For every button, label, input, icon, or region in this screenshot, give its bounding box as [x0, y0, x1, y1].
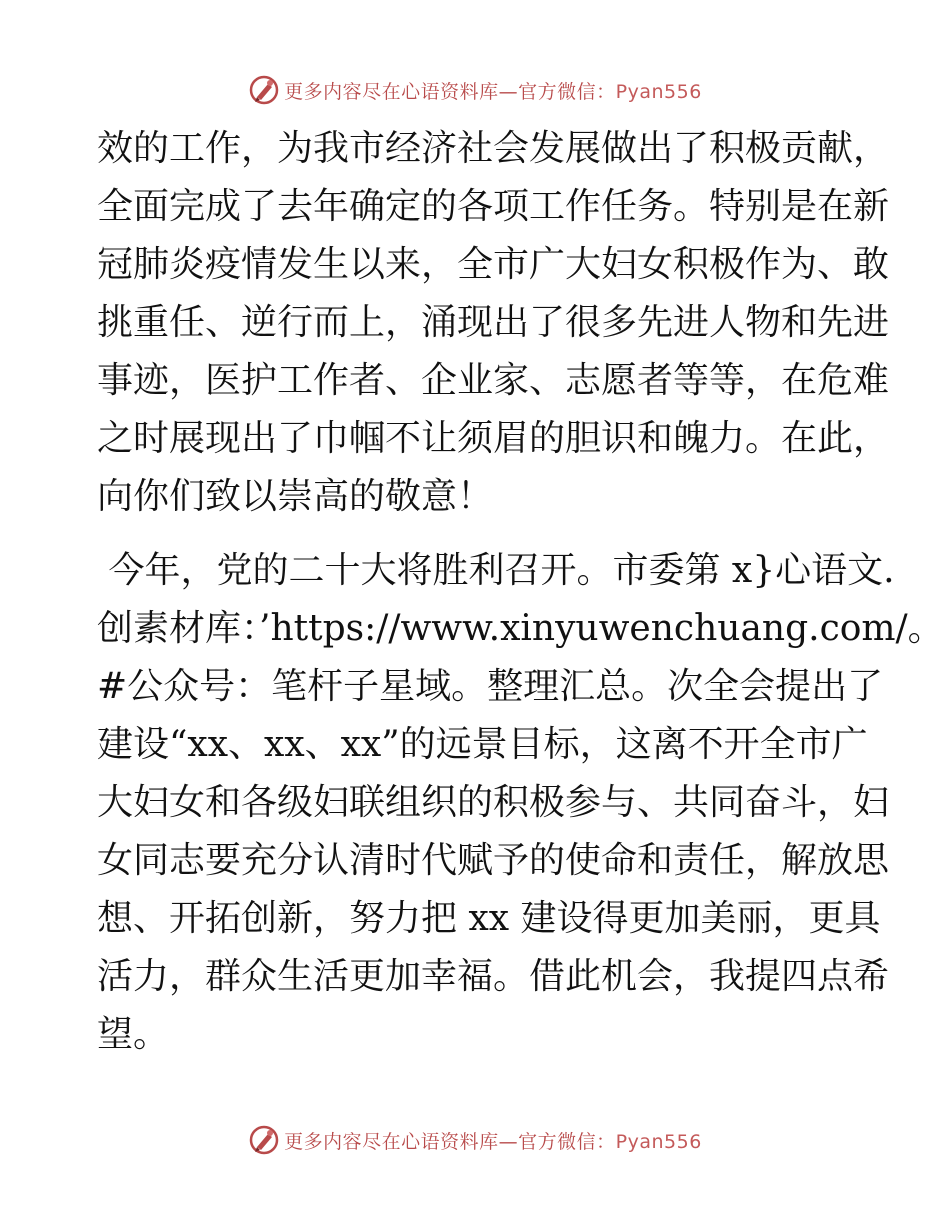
paragraph-1	[97, 120, 890, 526]
header-banner-text	[284, 77, 702, 104]
text-line: 想、开拓创新，努力把 xx 建设得更加美丽，更具	[97, 898, 881, 939]
text-line: 今年，党的二十大将胜利召开。市委第 x}心语文.	[97, 550, 895, 591]
text-line: 建设“xx、xx、xx”的远景目标，这离不开全市广	[97, 724, 868, 765]
text-line: 望。	[97, 1014, 170, 1055]
header-banner	[0, 70, 950, 110]
text-line: 向你们致以崇高的敬意！	[97, 476, 494, 517]
text-line: 创素材库：’https://www.xinyuwenchuang.com/。	[97, 608, 944, 649]
text-line: 之时展现出了巾帼不让须眉的胆识和魄力。在此，	[97, 418, 890, 459]
footer-text: 更多内容尽在心语资料库—官方微信：	[284, 1130, 616, 1153]
text-line: 事迹，医护工作者、企业家、志愿者等等，在危难	[97, 360, 890, 401]
text-line: 全面完成了去年确定的各项工作任务。特别是在新	[97, 186, 890, 227]
text-line: 挑重任、逆行而上，涌现出了很多先进人物和先进	[97, 302, 890, 343]
footer-wechat-id: Pyan556	[615, 1130, 702, 1153]
document-body	[97, 120, 944, 1064]
footer-banner-text	[284, 1127, 702, 1154]
text-line: 冠肺炎疫情发生以来，全市广大妇女积极作为、敢	[97, 244, 890, 285]
text-line: 效的工作，为我市经济社会发展做出了积极贡献，	[97, 128, 890, 169]
text-line: #公众号：笔杆子星域。整理汇总。次全会提出了	[97, 666, 884, 707]
pen-logo-icon	[248, 74, 280, 106]
footer-banner	[0, 1120, 950, 1160]
header-wechat-id: Pyan556	[615, 80, 702, 103]
paragraph-2	[97, 542, 944, 1064]
pen-logo-icon	[248, 1124, 280, 1156]
header-text: 更多内容尽在心语资料库—官方微信：	[284, 80, 616, 103]
text-line: 大妇女和各级妇联组织的积极参与、共同奋斗，妇	[97, 782, 890, 823]
text-line: 女同志要充分认清时代赋予的使命和责任，解放思	[97, 840, 890, 881]
text-line: 活力，群众生活更加幸福。借此机会，我提四点希	[97, 956, 890, 997]
